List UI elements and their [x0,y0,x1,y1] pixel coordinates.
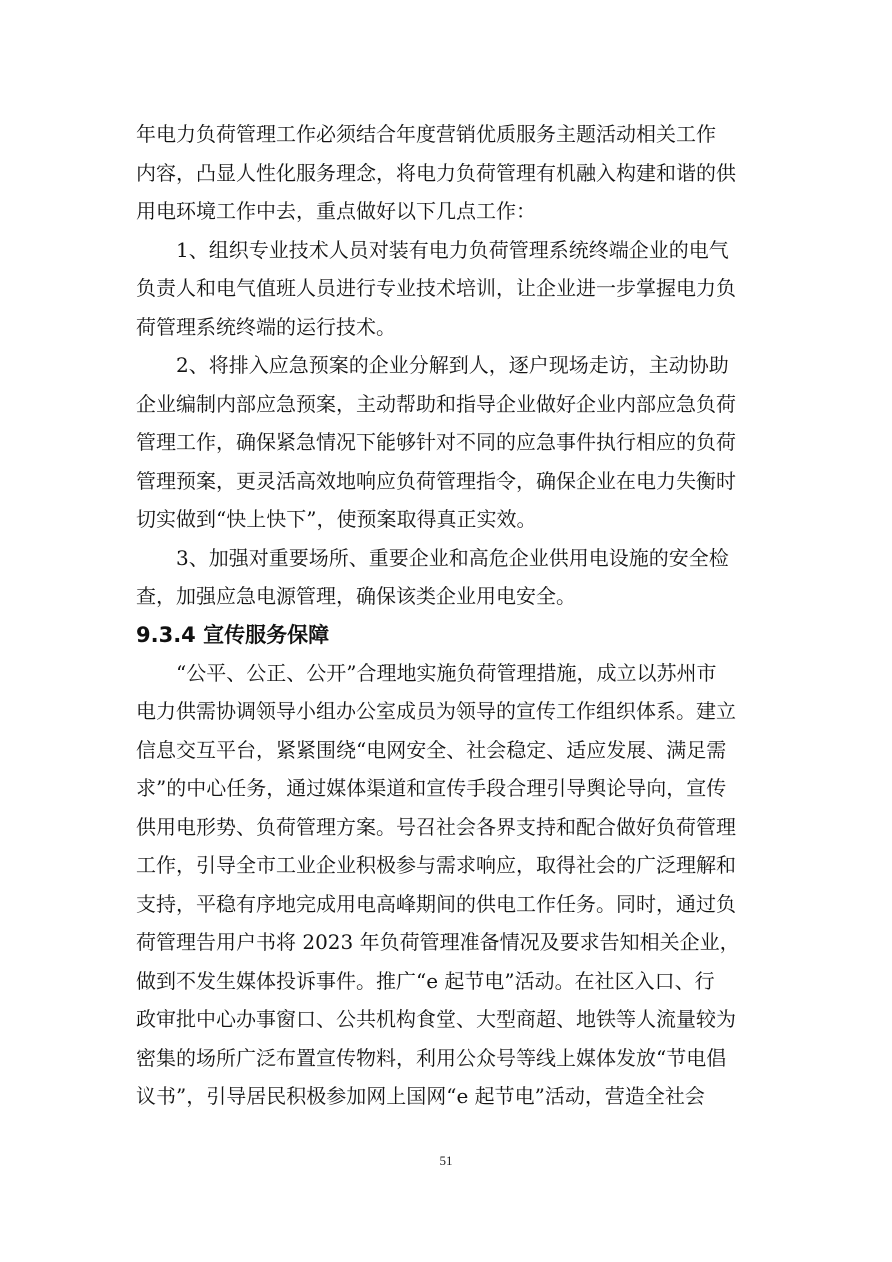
page-body [136,115,758,1116]
paragraph-line: 切实做到“快上快下”，使预案取得真正实效。 [136,507,537,531]
paragraph-line: 议书”，引导居民积极参加网上国网“e 起节电”活动，营造全社会 [136,1084,705,1108]
paragraph-line: 荷管理告用户书将 2023 年负荷管理准备情况及要求告知相关企业， [136,930,740,954]
paragraph-line: 荷管理系统终端的运行技术。 [136,314,396,339]
paragraph-line: 年电力负荷管理工作必须结合年度营销优质服务主题活动相关工作 [136,122,716,146]
paragraph-line: 政审批中心办事窗口、公共机构食堂、大型商超、地铁等人流量较为 [136,1007,736,1031]
paragraph-line: 供用电形势、负荷管理方案。号召社会各界支持和配合做好负荷管理 [136,814,736,839]
paragraph-line: “公平、公正、公开”合理地实施负荷管理措施，成立以苏州市 [176,660,717,685]
paragraph-line: 2、将排入应急预案的企业分解到人，逐户现场走访，主动协助 [176,353,729,377]
paragraph-line: 1、组织专业技术人员对装有电力负荷管理系统终端企业的电气 [176,237,729,262]
paragraph-line: 管理工作，确保紧急情况下能够针对不同的应急事件执行相应的负荷 [136,430,736,454]
paragraph-line: 工作，引导全市工业企业积极参与需求响应，取得社会的广泛理解和 [136,853,736,877]
paragraph-line: 电力供需协调领导小组办公室成员为领导的宣传工作组织体系。建立 [136,699,736,723]
paragraph-line: 管理预案，更灵活高效地响应负荷管理指令，确保企业在电力失衡时 [136,468,736,493]
paragraph-line: 支持，平稳有序地完成用电高峰期间的供电工作任务。同时，通过负 [136,891,736,916]
list-item-1 [136,231,758,347]
section-heading: 9.3.4 宣传服务保障 [136,622,330,647]
page-number: 51 [439,1153,453,1168]
section-paragraph [136,654,758,1116]
list-item-3 [136,539,758,616]
paragraph-line: 3、加强对重要场所、重要企业和高危企业供用电设施的安全检 [176,545,729,570]
paragraph-line: 企业编制内部应急预案，主动帮助和指导企业做好企业内部应急负荷 [136,391,736,416]
paragraph-line: 做到不发生媒体投诉事件。推广“e 起节电”活动。在社区入口、行 [136,968,715,993]
paragraph-line: 密集的场所广泛布置宣传物料，利用公众号等线上媒体发放“节电倡 [136,1045,727,1070]
paragraph-line: 内容，凸显人性化服务理念，将电力负荷管理有机融入构建和谐的供 [136,160,736,185]
paragraph-line: 信息交互平台，紧紧围绕“电网安全、社会稳定、适应发展、满足需 [136,737,727,762]
paragraph-line: 负责人和电气值班人员进行专业技术培训，让企业进一步掌握电力负 [136,276,736,300]
paragraph-line: 求”的中心任务，通过媒体渠道和宣传手段合理引导舆论导向，宣传 [136,776,727,800]
list-item-2 [136,346,758,539]
paragraph-line: 用电环境工作中去，重点做好以下几点工作： [136,199,536,223]
paragraph-line: 查，加强应急电源管理，确保该类企业用电安全。 [136,584,576,608]
intro-paragraph [136,115,758,231]
